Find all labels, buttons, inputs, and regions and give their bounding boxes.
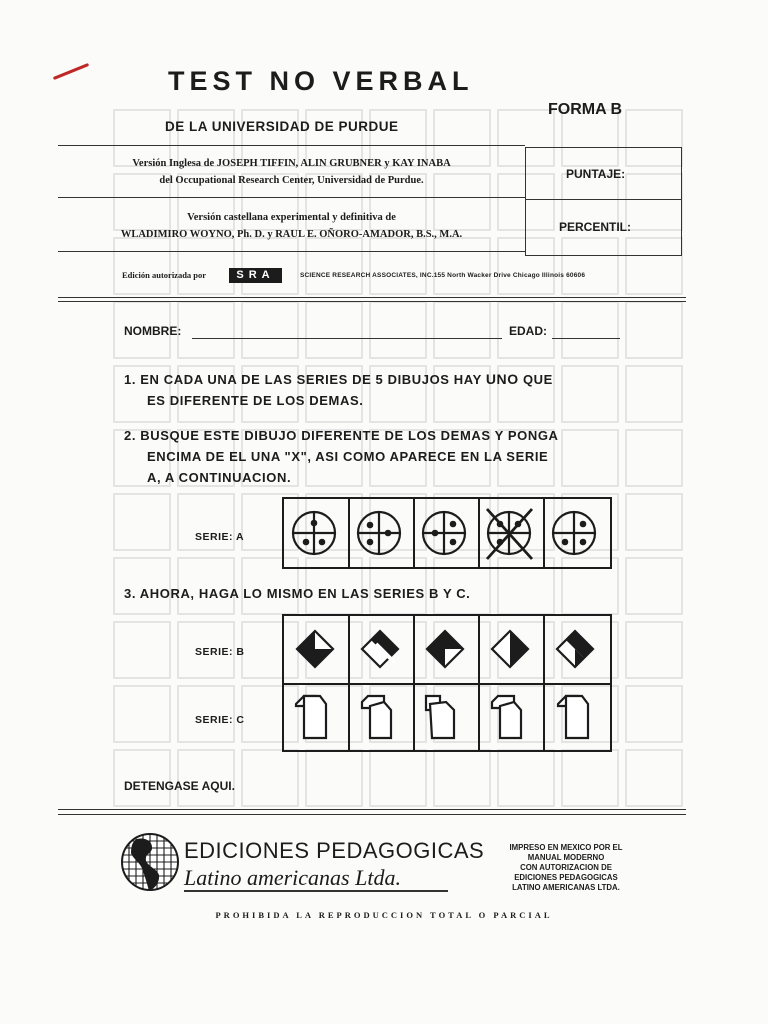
instr-text: DE LOS DEMAS Y PONGA xyxy=(380,428,559,443)
show-through-cell xyxy=(114,750,170,806)
show-through-cell xyxy=(434,238,490,294)
show-through-cell xyxy=(626,430,682,486)
page-title: TEST NO VERBAL xyxy=(168,66,474,96)
series-a-item-5[interactable] xyxy=(553,512,595,554)
show-through-cell xyxy=(562,430,618,486)
section-rule-top xyxy=(58,297,686,298)
series-a-item-1[interactable] xyxy=(293,512,335,554)
printer-line-2: MANUAL MODERNO xyxy=(527,853,605,862)
series-c-item-5[interactable] xyxy=(558,696,588,738)
instr-emphasis: B Y C. xyxy=(428,586,471,601)
page-subtitle: DE LA UNIVERSIDAD DE PURDUE xyxy=(165,119,399,134)
series-a-item-4-marked[interactable] xyxy=(487,509,532,559)
show-through-cell xyxy=(306,302,362,358)
show-through-cell xyxy=(626,686,682,742)
publisher-underline xyxy=(184,890,448,892)
show-through-cell xyxy=(178,238,234,294)
series-c-item-3[interactable] xyxy=(426,696,454,738)
credit-line-1: Versión Inglesa de JOSEPH TIFFIN, ALIN GRUBNER y KAY INABA xyxy=(132,158,451,169)
instr-text: QUE xyxy=(518,372,553,387)
show-through-cell xyxy=(370,302,426,358)
series-a-figures xyxy=(282,497,612,569)
section-rule-bottom xyxy=(58,809,686,810)
score-box xyxy=(525,147,682,256)
form-label: FORMA B xyxy=(548,101,623,118)
instruction-2-line-1 xyxy=(124,425,559,446)
printer-line-5: LATINO AMERICANAS LTDA. xyxy=(512,883,620,892)
series-a-item-3[interactable] xyxy=(423,512,465,554)
instruction-2 xyxy=(124,425,559,488)
series-c-item-4[interactable] xyxy=(492,696,521,738)
sra-logo: SRA xyxy=(229,268,282,283)
show-through-cell xyxy=(306,238,362,294)
header-rule-2 xyxy=(58,197,525,198)
series-c-label: SERIE: C xyxy=(195,714,245,726)
show-through-cell xyxy=(562,366,618,422)
score-label: PUNTAJE: xyxy=(566,167,626,181)
instruction-2-line-3: A, A CONTINUACION. xyxy=(147,470,292,485)
series-c-figures xyxy=(282,682,612,750)
show-through-cell xyxy=(626,750,682,806)
section-rule-top-2 xyxy=(58,301,686,302)
series-b-item-2[interactable] xyxy=(362,631,398,667)
show-through-cell xyxy=(626,366,682,422)
name-field-line[interactable] xyxy=(192,338,502,339)
show-through-cell xyxy=(626,494,682,550)
series-b-item-1[interactable] xyxy=(297,631,333,667)
spanish-version-credits xyxy=(58,209,525,243)
sra-address: SCIENCE RESEARCH ASSOCIATES, INC.155 North Wacker Drive Chicago Illinois 60606 xyxy=(300,272,586,279)
show-through-cell xyxy=(434,750,490,806)
publisher-name-2: Latino americanas Ltda. xyxy=(184,865,401,890)
series-b-item-3[interactable] xyxy=(427,631,463,667)
copyright-footer: PROHIBIDA LA REPRODUCCION TOTAL O PARCIAL xyxy=(215,910,553,920)
show-through-cell xyxy=(562,750,618,806)
instruction-1-line-2 xyxy=(124,390,553,411)
english-version-credits xyxy=(58,155,525,189)
credit-line-4: WLADIMIRO WOYNO, Ph. D. y RAUL E. OÑORO-AMADOR, B.S., M.A. xyxy=(120,229,463,240)
printer-line-1: IMPRESO EN MEXICO POR EL xyxy=(509,843,623,852)
series-b-label: SERIE: B xyxy=(195,646,245,658)
credit-line-2: del Occupational Research Center, Universidad de Purdue. xyxy=(159,175,424,186)
pencil-mark xyxy=(53,63,89,80)
globe-logo-icon xyxy=(119,831,181,893)
show-through-cell xyxy=(370,238,426,294)
instr-text: 2. BUSQUE ESTE DIBUJO xyxy=(124,428,302,443)
credit-line-3: Versión castellana experimental y definitiva de xyxy=(187,212,396,223)
show-through-cell xyxy=(114,238,170,294)
publisher-name: EDICIONES PEDAGOGICAS xyxy=(184,838,485,863)
edition-note: Edición autorizada por xyxy=(122,270,207,280)
age-label: EDAD: xyxy=(509,324,547,338)
stop-here-text: DETENGASE AQUI. xyxy=(124,779,235,793)
section-rule-bottom-2 xyxy=(58,814,686,815)
show-through-cell xyxy=(178,750,234,806)
series-a-item-2[interactable] xyxy=(358,512,400,554)
instruction-1 xyxy=(124,369,553,411)
show-through-cell xyxy=(242,750,298,806)
instruction-3 xyxy=(124,583,470,604)
header-rule-1 xyxy=(58,145,525,146)
printer-note xyxy=(498,843,634,893)
show-through-cell xyxy=(178,302,234,358)
series-a-label: SERIE: A xyxy=(195,531,245,543)
series-b-item-5[interactable] xyxy=(557,631,593,667)
instr-emphasis: UNO xyxy=(485,371,519,387)
show-through-cell xyxy=(626,302,682,358)
instr-emphasis: DIFERENTE xyxy=(169,393,249,408)
header-rule-3 xyxy=(58,251,525,252)
printer-line-4: EDICIONES PEDAGOGICAS xyxy=(514,873,618,882)
show-through-cell xyxy=(626,558,682,614)
instr-text: 1. EN CADA UNA DE LAS SERIES DE 5 DIBUJOS HAY xyxy=(124,372,486,387)
show-through-cell xyxy=(370,750,426,806)
instr-text: ES xyxy=(147,393,170,408)
instruction-2-line-2: ENCIMA DE EL UNA "X", ASI COMO APARECE EN LA SERIE xyxy=(147,449,549,464)
show-through-cell xyxy=(114,686,170,742)
show-through-cell xyxy=(242,302,298,358)
show-through-cell xyxy=(498,750,554,806)
show-through-cell xyxy=(306,750,362,806)
name-label: NOMBRE: xyxy=(124,324,182,338)
show-through-cell xyxy=(114,622,170,678)
age-field-line[interactable] xyxy=(552,338,620,339)
instruction-1-line-1 xyxy=(124,369,553,390)
series-c-item-2[interactable] xyxy=(362,696,391,738)
show-through-cell xyxy=(434,302,490,358)
percentile-label: PERCENTIL: xyxy=(559,220,631,234)
show-through-cell xyxy=(562,302,618,358)
instr-text: 3. AHORA, HAGA LO MISMO EN LAS SERIES xyxy=(124,586,429,601)
show-through-cell xyxy=(626,622,682,678)
score-box-divider xyxy=(526,199,681,200)
printer-line-3: CON AUTORIZACION DE xyxy=(520,863,612,872)
show-through-cell xyxy=(114,494,170,550)
series-c-item-1[interactable] xyxy=(296,696,326,738)
instr-text: DE LOS DEMAS. xyxy=(248,393,364,408)
instr-emphasis: DIFERENTE xyxy=(301,428,381,443)
show-through-cell xyxy=(242,238,298,294)
series-b-item-4[interactable] xyxy=(492,631,528,667)
